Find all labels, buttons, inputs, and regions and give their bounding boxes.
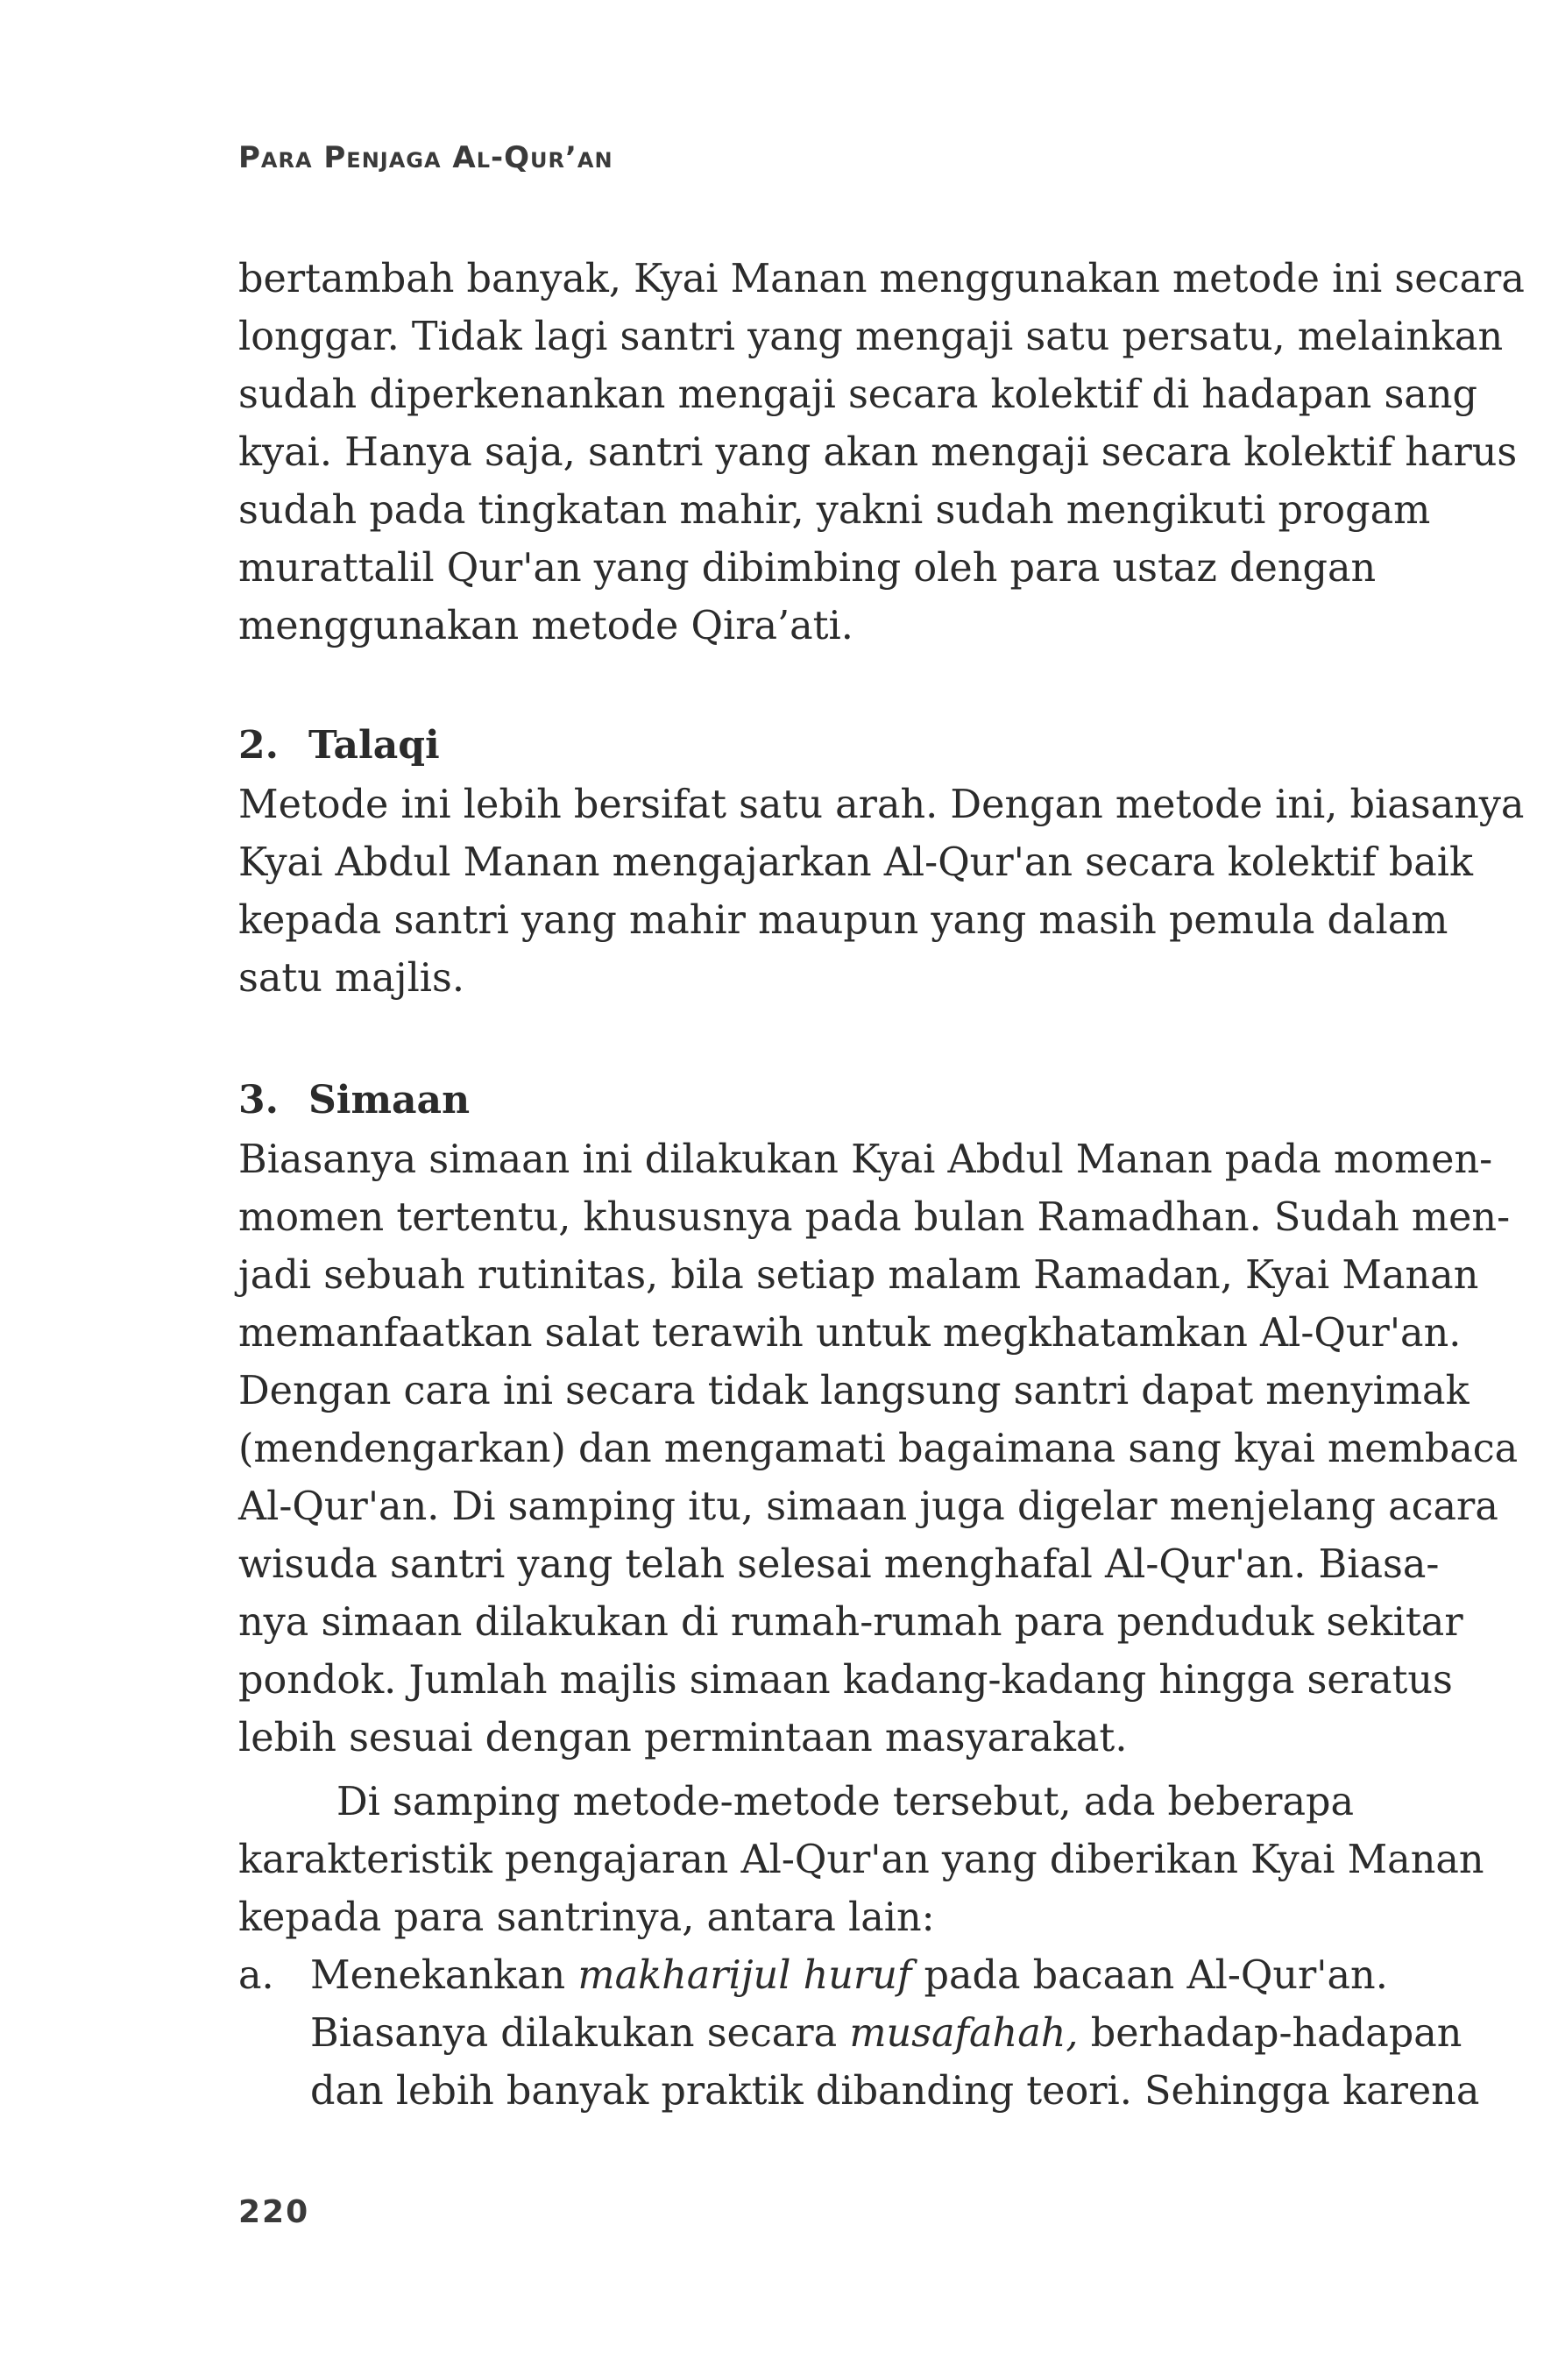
intro-paragraph bbox=[238, 251, 1525, 655]
italic-term: musafahah, bbox=[849, 2011, 1079, 2056]
text-line: kepada para santrinya, antara lain: bbox=[238, 1895, 935, 1940]
text-line: nya simaan dilakukan di rumah-rumah para penduduk sekitar bbox=[238, 1600, 1463, 1645]
section-number: 2. bbox=[238, 723, 279, 768]
page-number: 220 bbox=[238, 2194, 310, 2230]
talaqi-paragraph bbox=[238, 776, 1525, 1008]
italic-term: makharijul huruf bbox=[577, 1953, 912, 1998]
text-line: menggunakan metode Qira’ati. bbox=[238, 604, 853, 648]
text-fragment: Menekankan bbox=[310, 1953, 566, 1998]
text-line: Di samping metode-metode tersebut, ada beberapa bbox=[336, 1780, 1354, 1824]
text-fragment: berhadap-hadapan bbox=[1090, 2011, 1462, 2056]
text-line: bertambah banyak, Kyai Manan menggunakan metode ini secara bbox=[238, 257, 1525, 301]
text-line: lebih sesuai dengan permintaan masyarakat. bbox=[238, 1716, 1128, 1760]
text-line: jadi sebuah rutinitas, bila setiap malam Ramadan, Kyai Manan bbox=[238, 1253, 1479, 1298]
text-line: pondok. Jumlah majlis simaan kadang-kadang hingga seratus bbox=[238, 1658, 1453, 1703]
simaan-paragraph bbox=[238, 1131, 1519, 1767]
section-number: 3. bbox=[238, 1078, 279, 1123]
text-line: sudah pada tingkatan mahir, yakni sudah mengikuti progam bbox=[238, 488, 1431, 533]
text-line: Kyai Abdul Manan mengajarkan Al-Qur'an secara kolektif baik bbox=[238, 840, 1473, 885]
characteristics-paragraph bbox=[238, 1774, 1484, 1947]
text-line: (mendengarkan) dan mengamati bagaimana sang kyai membaca bbox=[238, 1427, 1519, 1471]
list-marker: a. bbox=[238, 1953, 274, 1998]
section-title: Talaqi bbox=[308, 723, 440, 768]
text-line: satu majlis. bbox=[238, 956, 465, 1001]
section-heading-talaqi bbox=[238, 717, 440, 775]
text-line: dan lebih banyak praktik dibanding teori. Sehingga karena bbox=[310, 2069, 1480, 2114]
text-line: memanfaatkan salat terawih untuk megkhatamkan Al-Qur'an. bbox=[238, 1311, 1462, 1356]
text-line: kyai. Hanya saja, santri yang akan mengaji secara kolektif harus bbox=[238, 430, 1518, 475]
text-line: longgar. Tidak lagi santri yang mengaji satu persatu, melainkan bbox=[238, 315, 1504, 359]
list-item-body bbox=[310, 1947, 1480, 2121]
text-line: Metode ini lebih bersifat satu arah. Dengan metode ini, biasanya bbox=[238, 783, 1525, 827]
section-title: Simaan bbox=[308, 1078, 471, 1123]
text-line: wisuda santri yang telah selesai menghafal Al-Qur'an. Biasa- bbox=[238, 1542, 1440, 1587]
text-line: karakteristik pengajaran Al-Qur'an yang diberikan Kyai Manan bbox=[238, 1838, 1484, 1882]
text-line: sudah diperkenankan mengaji secara kolektif di hadapan sang bbox=[238, 372, 1477, 417]
text-line: Al-Qur'an. Di samping itu, simaan juga digelar menjelang acara bbox=[238, 1484, 1498, 1529]
text-line: Biasanya simaan ini dilakukan Kyai Abdul Manan pada momen- bbox=[238, 1137, 1493, 1182]
text-fragment: pada bacaan Al-Qur'an. bbox=[924, 1953, 1388, 1998]
text-line bbox=[310, 2005, 1462, 2063]
text-line: Dengan cara ini secara tidak langsung santri dapat menyimak bbox=[238, 1369, 1470, 1413]
text-fragment: Biasanya dilakukan secara bbox=[310, 2011, 838, 2056]
text-line bbox=[310, 1947, 1388, 2005]
text-line: kepada santri yang mahir maupun yang masih pemula dalam bbox=[238, 898, 1448, 943]
text-line: murattalil Qur'an yang dibimbing oleh para ustaz dengan bbox=[238, 546, 1377, 591]
text-line: momen tertentu, khususnya pada bulan Ramadhan. Sudah men- bbox=[238, 1195, 1511, 1240]
section-heading-simaan bbox=[238, 1072, 470, 1130]
running-head: Para Penjaga Al-Qur’an bbox=[238, 140, 613, 175]
